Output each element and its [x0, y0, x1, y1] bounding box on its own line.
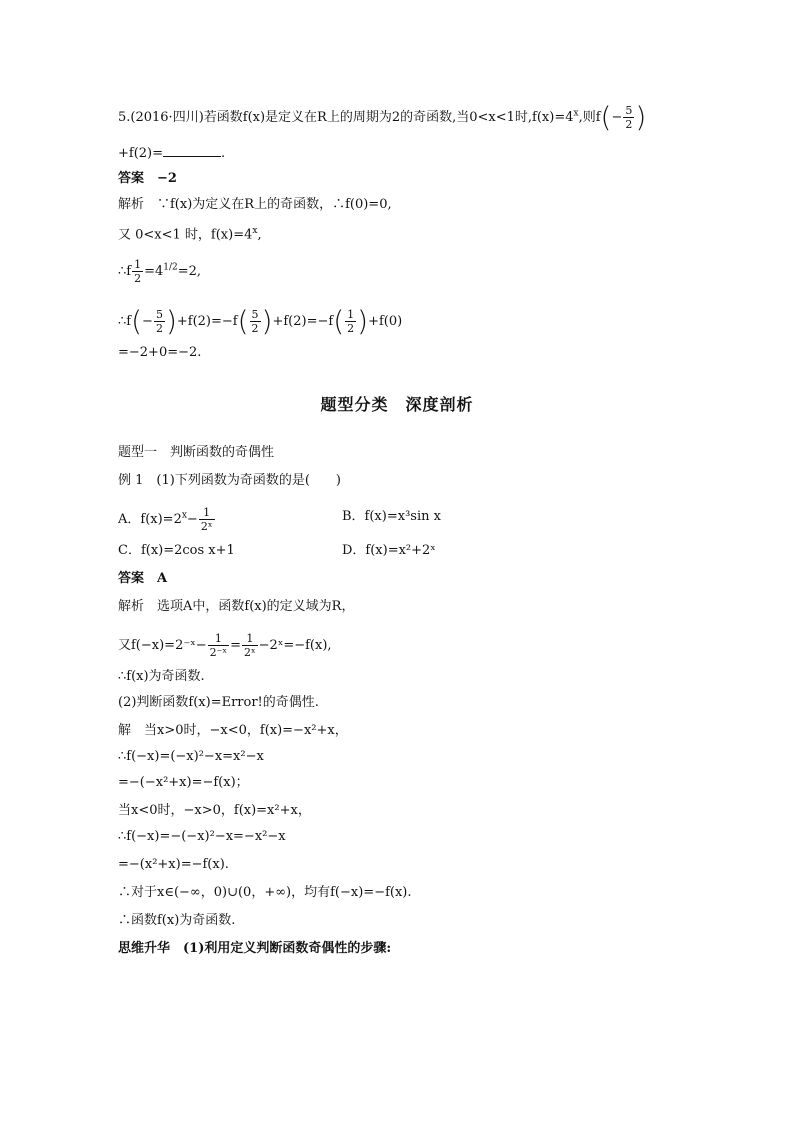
- fraction: [242, 632, 258, 659]
- solution-line-8: ∴函数f(x)为奇函数.: [118, 913, 236, 928]
- problem-5-text-tail: ,则f: [578, 110, 601, 125]
- fraction-numerator: 5: [251, 308, 259, 321]
- left-paren: (: [131, 304, 143, 338]
- exponent: x: [181, 510, 187, 521]
- fraction-numerator: 5: [625, 104, 633, 117]
- left-paren: (: [600, 100, 612, 134]
- analysis-5-line-3: [118, 258, 201, 285]
- problem-5-line-2-text: +f(2)=: [118, 146, 164, 161]
- right-paren: ): [357, 304, 369, 338]
- analysis-text: 又f(−x)=2⁻ˣ−: [118, 638, 207, 653]
- option-d: D．f(x)=x²+2ˣ: [342, 543, 436, 558]
- fraction-denominator: 2ˣ: [243, 646, 256, 659]
- part-2-question: (2)判断函数f(x)=Error!的奇偶性.: [118, 695, 319, 710]
- summary-line: 思维升华 (1)利用定义判断函数奇偶性的步骤:: [118, 941, 392, 956]
- solution-line-1: 解 当x>0时，−x<0，f(x)=−x²+x，: [118, 723, 348, 738]
- fraction-numerator: 1: [347, 308, 355, 321]
- fraction: [199, 506, 215, 533]
- solution-line-3: =−(−x²+x)=−f(x)；: [118, 775, 249, 790]
- analysis-5-line-5: =−2+0=−2.: [118, 345, 202, 360]
- option-a: [118, 506, 216, 533]
- type-1-heading: 题型一 判断函数的奇偶性: [118, 445, 275, 460]
- solution-line-5: ∴f(−x)=−(−x)²−x=−x²−x: [118, 829, 286, 844]
- minus-sign: −: [611, 110, 623, 125]
- analysis-text: +f(2)=−f: [176, 314, 238, 329]
- left-paren: (: [333, 304, 345, 338]
- problem-5-line-1: [118, 100, 647, 134]
- right-paren: ): [261, 304, 273, 338]
- solution-line-7: ∴对于x∈(−∞，0)∪(0，+∞)，均有f(−x)=−f(x).: [118, 885, 412, 900]
- exponent: x: [573, 108, 579, 119]
- fraction-denominator: 2: [251, 322, 259, 335]
- analysis-5-line-2: [118, 222, 262, 244]
- analysis-text: =: [230, 638, 241, 653]
- exponent: 1/2: [163, 262, 178, 273]
- fraction-denominator: 2: [155, 322, 163, 335]
- solution-line-4: 当x<0时，−x>0，f(x)=x²+x，: [118, 803, 311, 818]
- fraction-5-2: [623, 104, 634, 131]
- answer-blank: [163, 144, 221, 157]
- solution-line-2: ∴f(−x)=(−x)²−x=x²−x: [118, 749, 264, 764]
- analysis-text: ,: [257, 227, 262, 243]
- right-paren: ): [165, 304, 177, 338]
- fraction-numerator: 5: [155, 308, 163, 321]
- solution-line-6: =−(x²+x)=−f(x).: [118, 857, 229, 872]
- fraction: [208, 632, 229, 659]
- minus-sign: −: [142, 314, 153, 329]
- analysis-text: +f(0): [368, 314, 403, 329]
- answer-5: 答案 −2: [118, 171, 177, 186]
- analysis-text: +f(2)=−f: [272, 314, 334, 329]
- minus-sign: −: [186, 512, 198, 527]
- right-paren: ): [635, 100, 647, 134]
- fraction-denominator: 2: [347, 322, 355, 335]
- fraction-numerator: 1: [134, 258, 142, 271]
- analysis-text: ∴f: [118, 264, 132, 279]
- exponent: x: [252, 226, 258, 236]
- analysis-text: −2ˣ=−f(x),: [258, 638, 332, 653]
- analysis-5-line-1: 解析 ∵f(x)为定义在R上的奇函数，∴f(0)=0,: [118, 197, 392, 212]
- fraction-numerator: 1: [208, 632, 229, 646]
- problem-5-text: 5.(2016·四川)若函数f(x)是定义在R上的周期为2的奇函数,当0<x<1时,f(x)=4: [118, 110, 574, 125]
- analysis-text: 又 0<x<1 时，f(x)=4: [118, 227, 253, 243]
- analysis-1-line-1: 解析 选项A中，函数f(x)的定义域为R，: [118, 599, 355, 614]
- left-paren: (: [237, 304, 249, 338]
- fraction-denominator: 2ˣ: [200, 520, 213, 533]
- analysis-text: ∴f: [118, 314, 132, 329]
- analysis-text: =2,: [177, 264, 202, 279]
- fraction-5-2: [250, 308, 261, 335]
- analysis-5-line-4: [118, 304, 403, 338]
- fraction-5-2: [154, 308, 165, 335]
- fraction-numerator: 1: [199, 506, 215, 520]
- fraction-denominator: 2: [134, 272, 142, 285]
- fraction-denominator: 2⁻ˣ: [209, 646, 228, 659]
- section-title: 题型分类 深度剖析: [320, 395, 474, 414]
- option-text: A．f(x)=2: [118, 512, 182, 527]
- fraction-1-2: [345, 308, 356, 335]
- example-1-heading: 例 1 (1)下列函数为奇函数的是( ): [118, 473, 341, 488]
- option-c: C．f(x)=2cos x+1: [118, 543, 235, 558]
- analysis-1-line-3: ∴f(x)为奇函数.: [118, 669, 205, 684]
- period: .: [221, 146, 226, 161]
- answer-1: 答案 A: [118, 571, 168, 586]
- fraction-denominator: 2: [625, 118, 633, 131]
- analysis-text: =4: [144, 264, 164, 279]
- fraction-numerator: 1: [242, 632, 258, 646]
- option-b: B．f(x)=x³sin x: [342, 509, 441, 524]
- problem-5-line-2: [118, 144, 225, 163]
- analysis-1-line-2: [118, 632, 332, 659]
- fraction-1-2: [132, 258, 143, 285]
